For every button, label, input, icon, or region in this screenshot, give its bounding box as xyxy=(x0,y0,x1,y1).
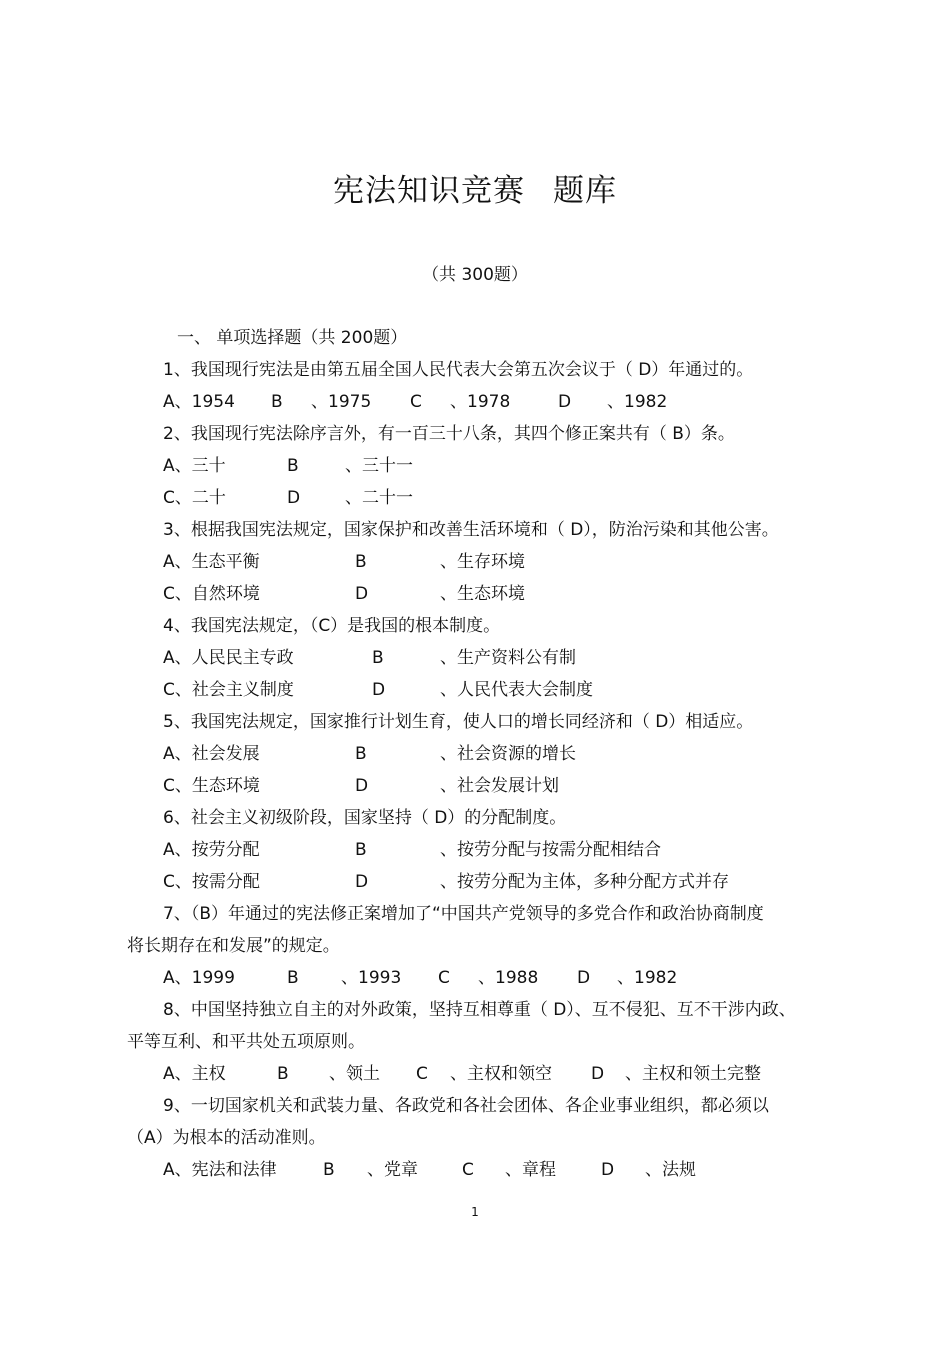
question-6-options-row-1 xyxy=(0,834,950,866)
title-main: 宪法知识竞赛 xyxy=(333,173,525,209)
option-b: 、生产资料公有制 xyxy=(440,648,576,668)
option-b-letter: B xyxy=(277,1064,289,1084)
question-6-options-row-2 xyxy=(0,866,950,898)
option-b: 、按劳分配与按需分配相结合 xyxy=(440,840,661,860)
question-5-options-row-2 xyxy=(0,770,950,802)
option-b: 、生存环境 xyxy=(440,552,525,572)
option-b: 、社会资源的增长 xyxy=(440,744,576,764)
option-d: 、人民代表大会制度 xyxy=(440,680,593,700)
option-d-letter: D xyxy=(558,392,572,412)
question-1-options xyxy=(0,386,950,418)
option-b-letter: B xyxy=(355,552,367,572)
question-4-options-row-2 xyxy=(0,674,950,706)
question-3: 3、根据我国宪法规定，国家保护和改善生活环境和（ D），防治污染和其他公害。 xyxy=(163,520,779,540)
question-8-continued: 平等互利、和平共处五项原则。 xyxy=(127,1032,365,1052)
option-d: 、社会发展计划 xyxy=(440,776,559,796)
question-4: 4、我国宪法规定，（C）是我国的根本制度。 xyxy=(163,616,501,636)
option-b: 、1993 xyxy=(341,968,402,988)
document-subtitle: （共 300题） xyxy=(422,265,528,285)
question-3-options-row-2 xyxy=(0,578,950,610)
option-b-letter: B xyxy=(287,968,299,988)
option-d: 、主权和领土完整 xyxy=(625,1064,761,1084)
option-a: A、按劳分配 xyxy=(163,840,260,860)
option-c-letter: C xyxy=(462,1160,474,1180)
option-a: A、社会发展 xyxy=(163,744,260,764)
question-8: 8、中国坚持独立自主的对外政策，坚持互相尊重（ D）、互不侵犯、互不干涉内政、 xyxy=(163,1000,796,1020)
option-b-letter: B xyxy=(287,456,299,476)
option-d: 、1982 xyxy=(617,968,678,988)
option-a: A、人民民主专政 xyxy=(163,648,294,668)
option-b-letter: B xyxy=(355,840,367,860)
option-a: A、1954 xyxy=(163,392,235,412)
question-8-options xyxy=(0,1058,950,1090)
option-b-letter: B xyxy=(271,392,283,412)
option-c-letter: C xyxy=(410,392,422,412)
question-9: 9、一切国家机关和武装力量、各政党和各社会团体、各企业事业组织，都必须以 xyxy=(163,1096,769,1116)
question-7-continued: 将长期存在和发展”的规定。 xyxy=(127,936,340,956)
option-b: 、领土 xyxy=(329,1064,380,1084)
document-title xyxy=(0,165,950,210)
option-d: 、生态环境 xyxy=(440,584,525,604)
option-d: 、1982 xyxy=(607,392,668,412)
option-d-letter: D xyxy=(355,776,369,796)
question-6: 6、社会主义初级阶段，国家坚持（ D）的分配制度。 xyxy=(163,808,567,828)
option-b: 、1975 xyxy=(311,392,372,412)
option-d: 、二十一 xyxy=(345,488,413,508)
option-c: C、二十 xyxy=(163,488,226,508)
page-number: 1 xyxy=(471,1205,479,1219)
option-a: A、主权 xyxy=(163,1064,226,1084)
question-4-options-row-1 xyxy=(0,642,950,674)
question-9-continued: （A）为根本的活动准则。 xyxy=(127,1128,326,1148)
option-a: A、宪法和法律 xyxy=(163,1160,277,1180)
option-d-letter: D xyxy=(591,1064,605,1084)
option-b: 、三十一 xyxy=(345,456,413,476)
option-d-letter: D xyxy=(601,1160,615,1180)
option-c: C、按需分配 xyxy=(163,872,260,892)
question-9-options xyxy=(0,1154,950,1186)
option-c: 、1978 xyxy=(450,392,511,412)
option-b-letter: B xyxy=(372,648,384,668)
option-d-letter: D xyxy=(577,968,591,988)
question-2-options-row-2 xyxy=(0,482,950,514)
option-c-letter: C xyxy=(416,1064,428,1084)
option-d: 、法规 xyxy=(645,1160,696,1180)
option-c: 、1988 xyxy=(478,968,539,988)
option-b: 、党章 xyxy=(367,1160,418,1180)
option-c: C、自然环境 xyxy=(163,584,260,604)
option-a: A、三十 xyxy=(163,456,226,476)
question-7-options xyxy=(0,962,950,994)
option-b-letter: B xyxy=(323,1160,335,1180)
option-c: 、主权和领空 xyxy=(450,1064,552,1084)
question-list xyxy=(0,322,950,1186)
question-5-options-row-1 xyxy=(0,738,950,770)
question-2: 2、我国现行宪法除序言外，有一百三十八条，其四个修正案共有（ B）条。 xyxy=(163,424,735,444)
question-5: 5、我国宪法规定，国家推行计划生育，使人口的增长同经济和（ D）相适应。 xyxy=(163,712,754,732)
question-3-options-row-1 xyxy=(0,546,950,578)
question-2-options-row-1 xyxy=(0,450,950,482)
option-c-letter: C xyxy=(438,968,450,988)
option-b-letter: B xyxy=(355,744,367,764)
option-d-letter: D xyxy=(372,680,386,700)
option-c: 、章程 xyxy=(505,1160,556,1180)
option-a: A、1999 xyxy=(163,968,235,988)
question-7: 7、（B）年通过的宪法修正案增加了“中国共产党领导的多党合作和政治协商制度 xyxy=(163,904,764,924)
section-heading: 一、 单项选择题（共 200题） xyxy=(177,328,408,348)
option-d: 、按劳分配为主体，多种分配方式并存 xyxy=(440,872,729,892)
title-suffix: 题库 xyxy=(553,173,617,209)
option-d-letter: D xyxy=(287,488,301,508)
question-1: 1、我国现行宪法是由第五届全国人民代表大会第五次会议于（ D）年通过的。 xyxy=(163,360,754,380)
option-d-letter: D xyxy=(355,872,369,892)
option-c: C、社会主义制度 xyxy=(163,680,294,700)
option-a: A、生态平衡 xyxy=(163,552,260,572)
option-d-letter: D xyxy=(355,584,369,604)
option-c: C、生态环境 xyxy=(163,776,260,796)
